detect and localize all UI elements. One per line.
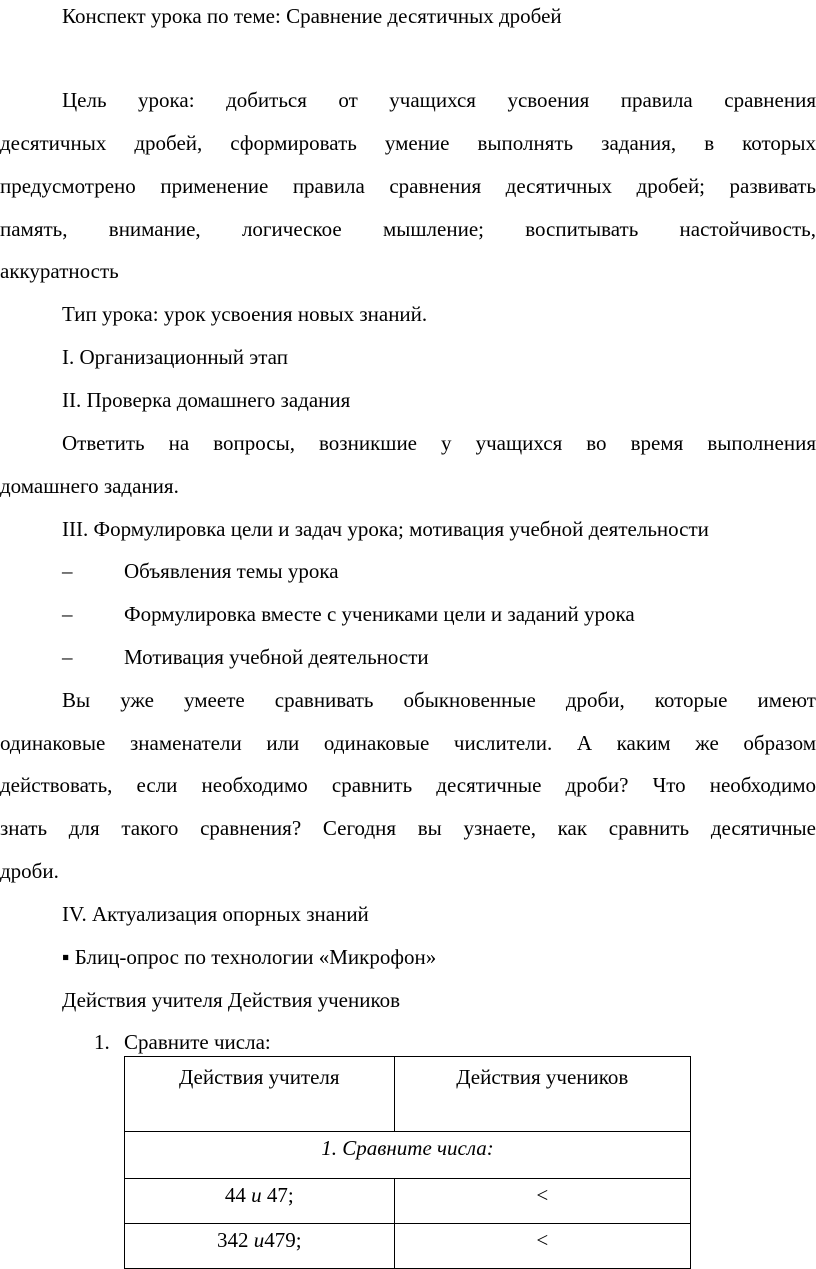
goal-line-4: память, внимание, логическое мышление; воспитывать настойчивость, [0, 217, 816, 241]
goal-line-5: аккуратность [0, 259, 119, 283]
comparison-table [124, 1056, 691, 1269]
conjunction: и [251, 1183, 262, 1207]
number-b: 479; [264, 1228, 302, 1252]
goal-line-3: предусмотрено применение правила сравнения десятичных дробей; развивать [0, 174, 816, 198]
dash-bullet: – [62, 602, 73, 626]
homework-line-1: Ответить на вопросы, возникшие у учащихся во время выполнения [62, 431, 816, 455]
stage-1-heading: I. Организационный этап [62, 345, 288, 369]
stage-2-heading: II. Проверка домашнего задания [62, 388, 351, 412]
header-teacher: Действия учителя [125, 1057, 395, 1132]
table-row [125, 1224, 691, 1269]
number-a: 44 [224, 1183, 246, 1207]
dash-bullet: – [62, 645, 73, 669]
stage-4-heading: IV. Актуализация опорных знаний [62, 902, 369, 926]
goal-line-2: десятичных дробей, сформировать умение выполнять задания, в которых [0, 131, 816, 155]
motivation-line-5: дроби. [0, 859, 59, 883]
dash-bullet: – [62, 559, 73, 583]
header-students: Действия учеников [394, 1057, 690, 1132]
number-a: 342 [216, 1228, 249, 1252]
conjunction: и [253, 1228, 265, 1252]
motivation-line-4: знать для такого сравнения? Сегодня вы узнаете, как сравнить десятичные [0, 816, 816, 840]
actions-line: Действия учителя Действия учеников [62, 988, 400, 1012]
dash-item-2: Формулировка вместе с учениками цели и заданий урока [124, 602, 635, 626]
motivation-line-3: действовать, если необходимо сравнить десятичные дроби? Что необходимо [0, 773, 816, 797]
comparison-cell [125, 1224, 395, 1269]
number-b: 47; [266, 1183, 294, 1207]
numbered-item-text: Сравните числа: [124, 1030, 271, 1054]
blitz-item: ▪ Блиц-опрос по технологии «Микрофон» [62, 945, 437, 969]
page-title: Конспект урока по теме: Сравнение десятичных дробей [62, 4, 562, 28]
goal-line-1: Цель урока: добиться от учащихся усвоения правила сравнения [62, 88, 816, 112]
motivation-line-1: Вы уже умеете сравнивать обыкновенные дроби, которые имеют [62, 688, 816, 712]
result-cell: < [394, 1179, 690, 1224]
table-span-row [125, 1132, 691, 1179]
span-cell: 1. Сравните числа: [125, 1132, 691, 1179]
dash-item-3: Мотивация учебной деятельности [124, 645, 429, 669]
dash-item-1: Объявления темы урока [124, 559, 339, 583]
numbered-item-number: 1. [94, 1030, 110, 1054]
result-cell: < [394, 1224, 690, 1269]
table-row [125, 1179, 691, 1224]
table-header-row [125, 1057, 691, 1132]
comparison-cell [125, 1179, 395, 1224]
stage-3-heading: III. Формулировка цели и задач урока; мотивация учебной деятельности [62, 517, 709, 541]
lesson-type: Тип урока: урок усвоения новых знаний. [62, 302, 428, 326]
homework-line-2: домашнего задания. [0, 474, 179, 498]
motivation-line-2: одинаковые знаменатели или одинаковые числители. А каким же образом [0, 731, 816, 755]
